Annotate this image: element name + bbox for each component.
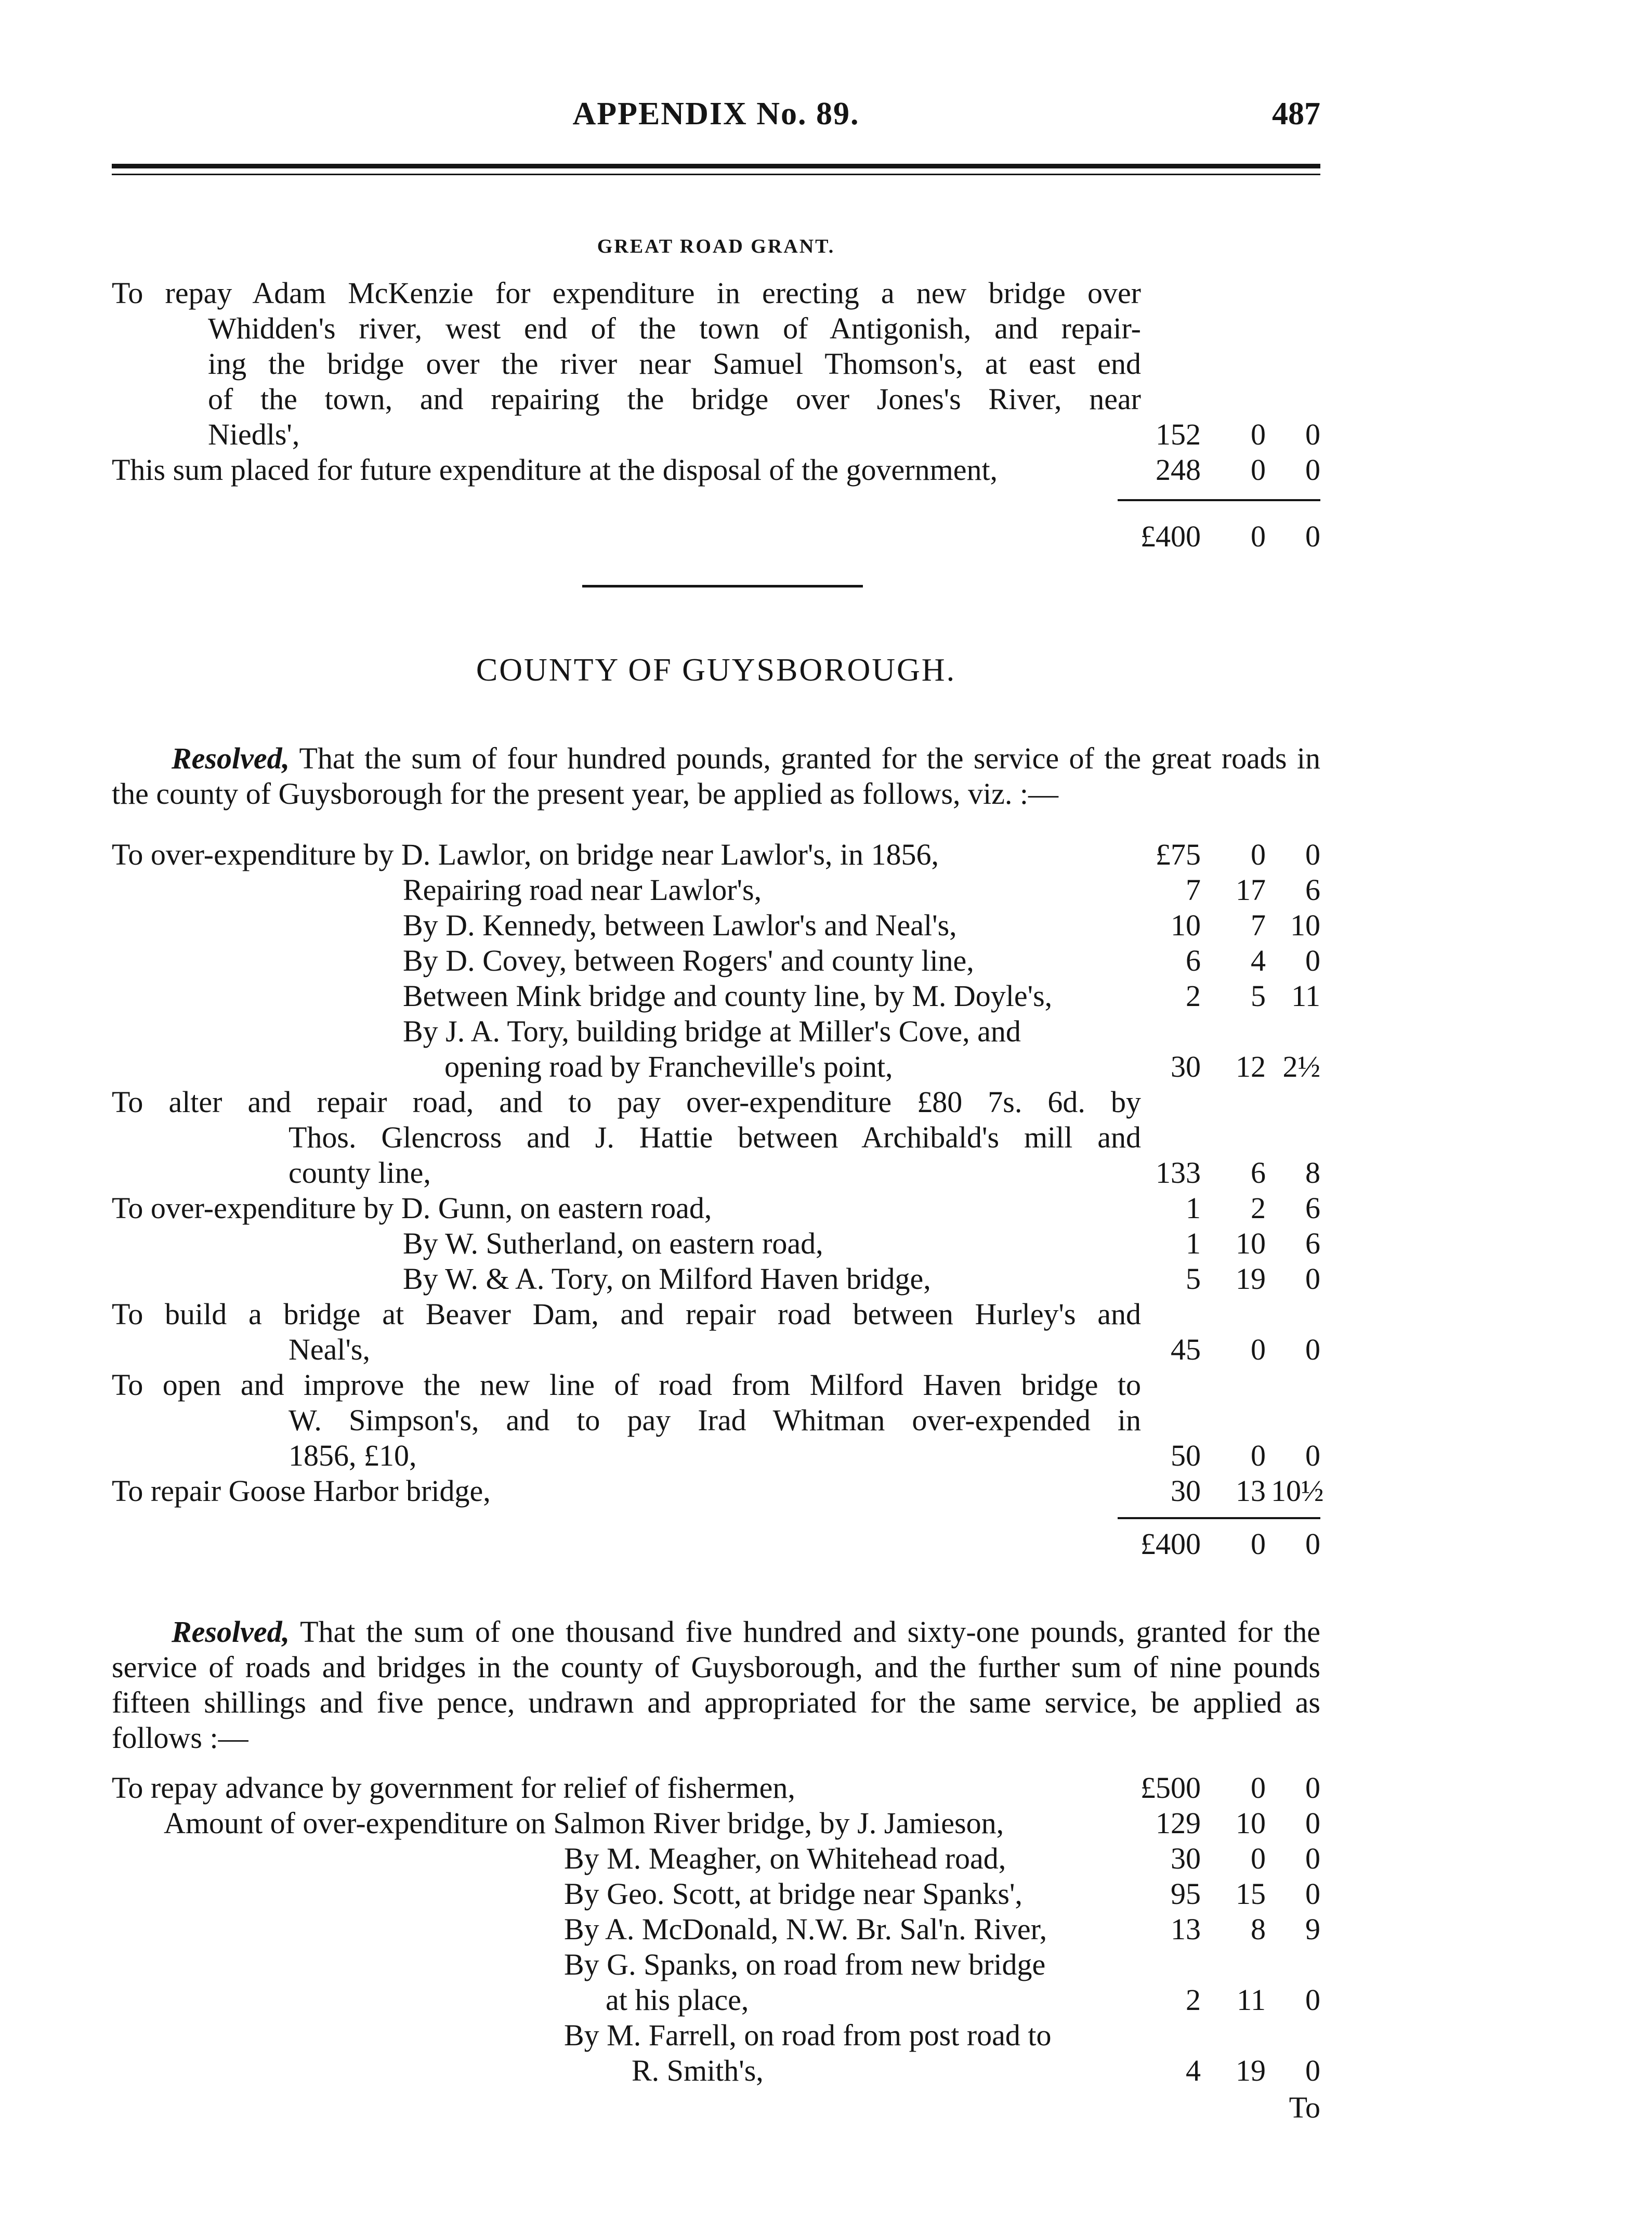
entry-line: By A. McDonald, N.W. Br. Sal'n. River, — [564, 1912, 1047, 1946]
entry-amount — [1118, 1332, 1320, 1367]
page-number: 487 — [1272, 96, 1320, 132]
amount-shillings: 4 — [1251, 944, 1266, 977]
entry-line: By J. A. Tory, building bridge at Miller's Cove, and — [403, 1014, 1021, 1048]
amount-pence: 0 — [1305, 453, 1320, 487]
amount-pounds: 1 — [1186, 1226, 1201, 1260]
entry-description — [112, 1297, 1141, 1367]
entry-amount — [1118, 1261, 1320, 1297]
amount-pence: 0 — [1305, 1806, 1320, 1840]
amount-pence: 0 — [1305, 1983, 1320, 2017]
amount-pence: 0 — [1305, 1262, 1320, 1296]
entry-description — [112, 1770, 1141, 1806]
entry-line: By D. Covey, between Rogers' and county line, — [403, 944, 974, 977]
catchword: To — [1289, 2091, 1320, 2124]
entry-line: ing the bridge over the river near Samuel Thomson's, at east end — [208, 347, 1141, 381]
entry-description — [112, 1912, 1141, 1947]
entry-amount — [1118, 1876, 1320, 1912]
entry-amount — [1118, 1841, 1320, 1876]
entry-amount — [1118, 1473, 1324, 1509]
entry-description — [112, 1806, 1141, 1841]
amount-shillings: 0 — [1251, 1842, 1266, 1875]
amount-pounds: 2 — [1186, 1983, 1201, 2017]
entry-description — [112, 1841, 1141, 1876]
amount-pounds: 30 — [1171, 1842, 1201, 1875]
amount-pounds: 13 — [1171, 1912, 1201, 1946]
entry-description — [112, 452, 1141, 488]
entry-amount — [1118, 872, 1320, 908]
county-heading: COUNTY OF GUYSBOROUGH. — [476, 652, 956, 688]
amount-shillings: 0 — [1251, 1439, 1266, 1472]
amount-pounds: 1 — [1186, 1191, 1201, 1225]
amount-pounds: 152 — [1156, 417, 1201, 451]
entry-line: By D. Kennedy, between Lawlor's and Neal's, — [403, 908, 957, 942]
header-rule-thin — [112, 174, 1320, 175]
amount-shillings: 2 — [1251, 1191, 1266, 1225]
amount-pence: 0 — [1305, 1333, 1320, 1366]
entry-amount — [1118, 452, 1320, 488]
section-divider — [582, 585, 863, 587]
amount-pence: 0 — [1305, 1877, 1320, 1911]
amount-shillings: 0 — [1251, 1771, 1266, 1805]
entry-amount — [1118, 943, 1320, 978]
entry-description — [112, 276, 1141, 452]
amount-pounds: 5 — [1186, 1262, 1201, 1296]
sum-rule — [1118, 499, 1320, 501]
entry-line: By M. Meagher, on Whitehead road, — [564, 1842, 1006, 1875]
entry-line: 1856, £10, — [289, 1439, 417, 1472]
sum-rule — [1118, 1517, 1320, 1519]
amount-pence: 6 — [1305, 873, 1320, 907]
entry-description — [112, 908, 1141, 943]
amount-pounds: 4 — [1186, 2054, 1201, 2087]
amount-pence: 11 — [1291, 979, 1320, 1013]
entry-line: To build a bridge at Beaver Dam, and repair road between Hurley's and — [112, 1297, 1141, 1331]
entry-amount — [1118, 1770, 1320, 1806]
entry-description — [112, 1014, 1141, 1085]
amount-pence: 0 — [1305, 944, 1320, 977]
entry-amount — [1118, 1155, 1320, 1191]
entry-line: R. Smith's, — [632, 2054, 764, 2087]
entry-description — [112, 872, 1141, 908]
entry-amount — [1118, 2053, 1320, 2088]
entry-line: county line, — [289, 1156, 431, 1190]
entry-line: By W. & A. Tory, on Milford Haven bridge, — [403, 1262, 931, 1296]
total-shillings: 0 — [1251, 1527, 1266, 1561]
entry-description — [112, 1876, 1141, 1912]
amount-shillings: 10 — [1236, 1806, 1266, 1840]
amount-shillings: 0 — [1251, 838, 1266, 871]
entry-amount — [1118, 908, 1320, 943]
entry-line: Niedls', — [208, 417, 300, 451]
entry-line: of the town, and repairing the bridge over Jones's River, near — [208, 382, 1141, 416]
amount-pounds: 7 — [1186, 873, 1201, 907]
resolution-text: That the sum of four hundred pounds, granted for the service of the great roads in the county of Guysborough for the present year, be applied as follows, viz. :— — [112, 741, 1320, 811]
entry-amount — [1118, 1982, 1320, 2018]
amount-pounds: £75 — [1156, 838, 1201, 871]
entry-line: To open and improve the new line of road from Milford Haven bridge to — [112, 1368, 1141, 1402]
entry-description — [112, 1947, 1141, 2018]
entry-line: Neal's, — [289, 1333, 371, 1366]
amount-pounds: 10 — [1171, 908, 1201, 942]
amount-shillings: 12 — [1236, 1050, 1266, 1083]
entry-line: By W. Sutherland, on eastern road, — [403, 1226, 823, 1260]
entry-line: To repair Goose Harbor bridge, — [112, 1474, 491, 1508]
amount-pounds: 30 — [1171, 1474, 1201, 1508]
entry-amount — [1118, 417, 1320, 452]
amount-pounds: 50 — [1171, 1439, 1201, 1472]
resolved-lead: Resolved, — [172, 741, 290, 775]
entry-description — [112, 837, 1141, 872]
amount-pence: 0 — [1305, 417, 1320, 451]
entry-amount — [1118, 1226, 1320, 1261]
entry-amount — [1118, 978, 1320, 1014]
amount-shillings: 7 — [1251, 908, 1266, 942]
amount-pence: 10½ — [1271, 1474, 1324, 1508]
entry-amount — [1118, 1912, 1320, 1947]
entry-amount — [1118, 1438, 1320, 1473]
section-total — [1118, 519, 1320, 554]
amount-pence: 2½ — [1282, 1050, 1320, 1083]
amount-shillings: 15 — [1236, 1877, 1266, 1911]
entry-amount — [1118, 1806, 1320, 1841]
entry-line: To repay advance by government for relief of fishermen, — [112, 1771, 795, 1805]
amount-pounds: 133 — [1156, 1156, 1201, 1190]
total-pounds: £400 — [1140, 1527, 1201, 1561]
total-pence: 0 — [1305, 519, 1320, 553]
total-shillings: 0 — [1251, 519, 1266, 553]
resolved-lead: Resolved, — [172, 1615, 290, 1649]
amount-pence: 0 — [1305, 838, 1320, 871]
entry-description — [112, 1191, 1141, 1226]
amount-pounds: 129 — [1156, 1806, 1201, 1840]
entry-line: W. Simpson's, and to pay Irad Whitman over-expended in — [289, 1403, 1141, 1437]
amount-pence: 10 — [1290, 908, 1320, 942]
amount-shillings: 0 — [1251, 453, 1266, 487]
entry-line: Repairing road near Lawlor's, — [403, 873, 762, 907]
amount-pence: 0 — [1305, 1439, 1320, 1472]
entry-description — [112, 943, 1141, 978]
amount-pence: 0 — [1305, 1842, 1320, 1875]
entry-line: To over-expenditure by D. Gunn, on eastern road, — [112, 1191, 712, 1225]
amount-shillings: 6 — [1251, 1156, 1266, 1190]
amount-pence: 0 — [1305, 1771, 1320, 1805]
entry-amount — [1118, 1049, 1320, 1085]
entry-line: This sum placed for future expenditure at the disposal of the government, — [112, 453, 998, 487]
amount-pence: 0 — [1305, 2054, 1320, 2087]
total-pence: 0 — [1305, 1527, 1320, 1561]
amount-shillings: 8 — [1251, 1912, 1266, 1946]
resolution-paragraph — [112, 1614, 1320, 1756]
amount-pence: 8 — [1305, 1156, 1320, 1190]
entry-amount — [1118, 1191, 1320, 1226]
entry-description — [112, 2018, 1141, 2088]
entry-line: To repay Adam McKenzie for expenditure in erecting a new bridge over — [112, 276, 1141, 310]
amount-pence: 9 — [1305, 1912, 1320, 1946]
entry-line: By M. Farrell, on road from post road to — [564, 2018, 1052, 2052]
amount-pounds: 45 — [1171, 1333, 1201, 1366]
amount-pounds: 248 — [1156, 453, 1201, 487]
amount-shillings: 0 — [1251, 1333, 1266, 1366]
running-title: APPENDIX No. 89. — [572, 96, 860, 132]
entry-description — [112, 1085, 1141, 1191]
amount-pounds: 30 — [1171, 1050, 1201, 1083]
amount-shillings: 11 — [1237, 1983, 1266, 2017]
entry-line: Between Mink bridge and county line, by M. Doyle's, — [403, 979, 1053, 1013]
amount-shillings: 5 — [1251, 979, 1266, 1013]
entry-description — [112, 1367, 1141, 1473]
amount-shillings: 19 — [1236, 2054, 1266, 2087]
resolution-text: That the sum of one thousand five hundred and sixty-one pounds, granted for the service of roads and bridges in the county of Guysborough, and the further sum of nine pounds fifteen shillings and five pence, undrawn and appropriated for the same service, be applied as follows :— — [112, 1615, 1320, 1755]
amount-pounds: 2 — [1186, 979, 1201, 1013]
amount-shillings: 0 — [1251, 417, 1266, 451]
entry-line: Whidden's river, west end of the town of Antigonish, and repair- — [208, 311, 1141, 345]
entry-description — [112, 1261, 1141, 1297]
entry-amount — [1118, 837, 1320, 872]
entry-line: To over-expenditure by D. Lawlor, on bridge near Lawlor's, in 1856, — [112, 838, 939, 871]
header-rule-thick — [112, 164, 1320, 168]
entry-description — [112, 978, 1141, 1014]
entry-line: To alter and repair road, and to pay over-expenditure £80 7s. 6d. by — [112, 1085, 1141, 1119]
entry-line: By Geo. Scott, at bridge near Spanks', — [564, 1877, 1022, 1911]
amount-shillings: 13 — [1236, 1474, 1266, 1508]
section-heading-great-road-grant: GREAT ROAD GRANT. — [597, 236, 835, 257]
page-header — [112, 96, 1320, 143]
amount-pounds: 95 — [1171, 1877, 1201, 1911]
entry-line: opening road by Francheville's point, — [444, 1050, 893, 1083]
entry-description — [112, 1473, 1141, 1509]
amount-shillings: 10 — [1236, 1226, 1266, 1260]
total-pounds: £400 — [1140, 519, 1201, 553]
entry-line: Thos. Glencross and J. Hattie between Archibald's mill and — [289, 1120, 1141, 1154]
amount-shillings: 19 — [1236, 1262, 1266, 1296]
entry-line: By G. Spanks, on road from new bridge — [564, 1948, 1046, 1981]
amount-pounds: £500 — [1140, 1771, 1201, 1805]
section-total — [1118, 1526, 1320, 1562]
resolution-paragraph — [112, 741, 1320, 812]
amount-pence: 6 — [1305, 1226, 1320, 1260]
amount-pence: 6 — [1305, 1191, 1320, 1225]
amount-pounds: 6 — [1186, 944, 1201, 977]
amount-shillings: 17 — [1236, 873, 1266, 907]
entry-description — [112, 1226, 1141, 1261]
entry-line: Amount of over-expenditure on Salmon River bridge, by J. Jamieson, — [164, 1806, 1004, 1840]
entry-line: at his place, — [606, 1983, 749, 2017]
